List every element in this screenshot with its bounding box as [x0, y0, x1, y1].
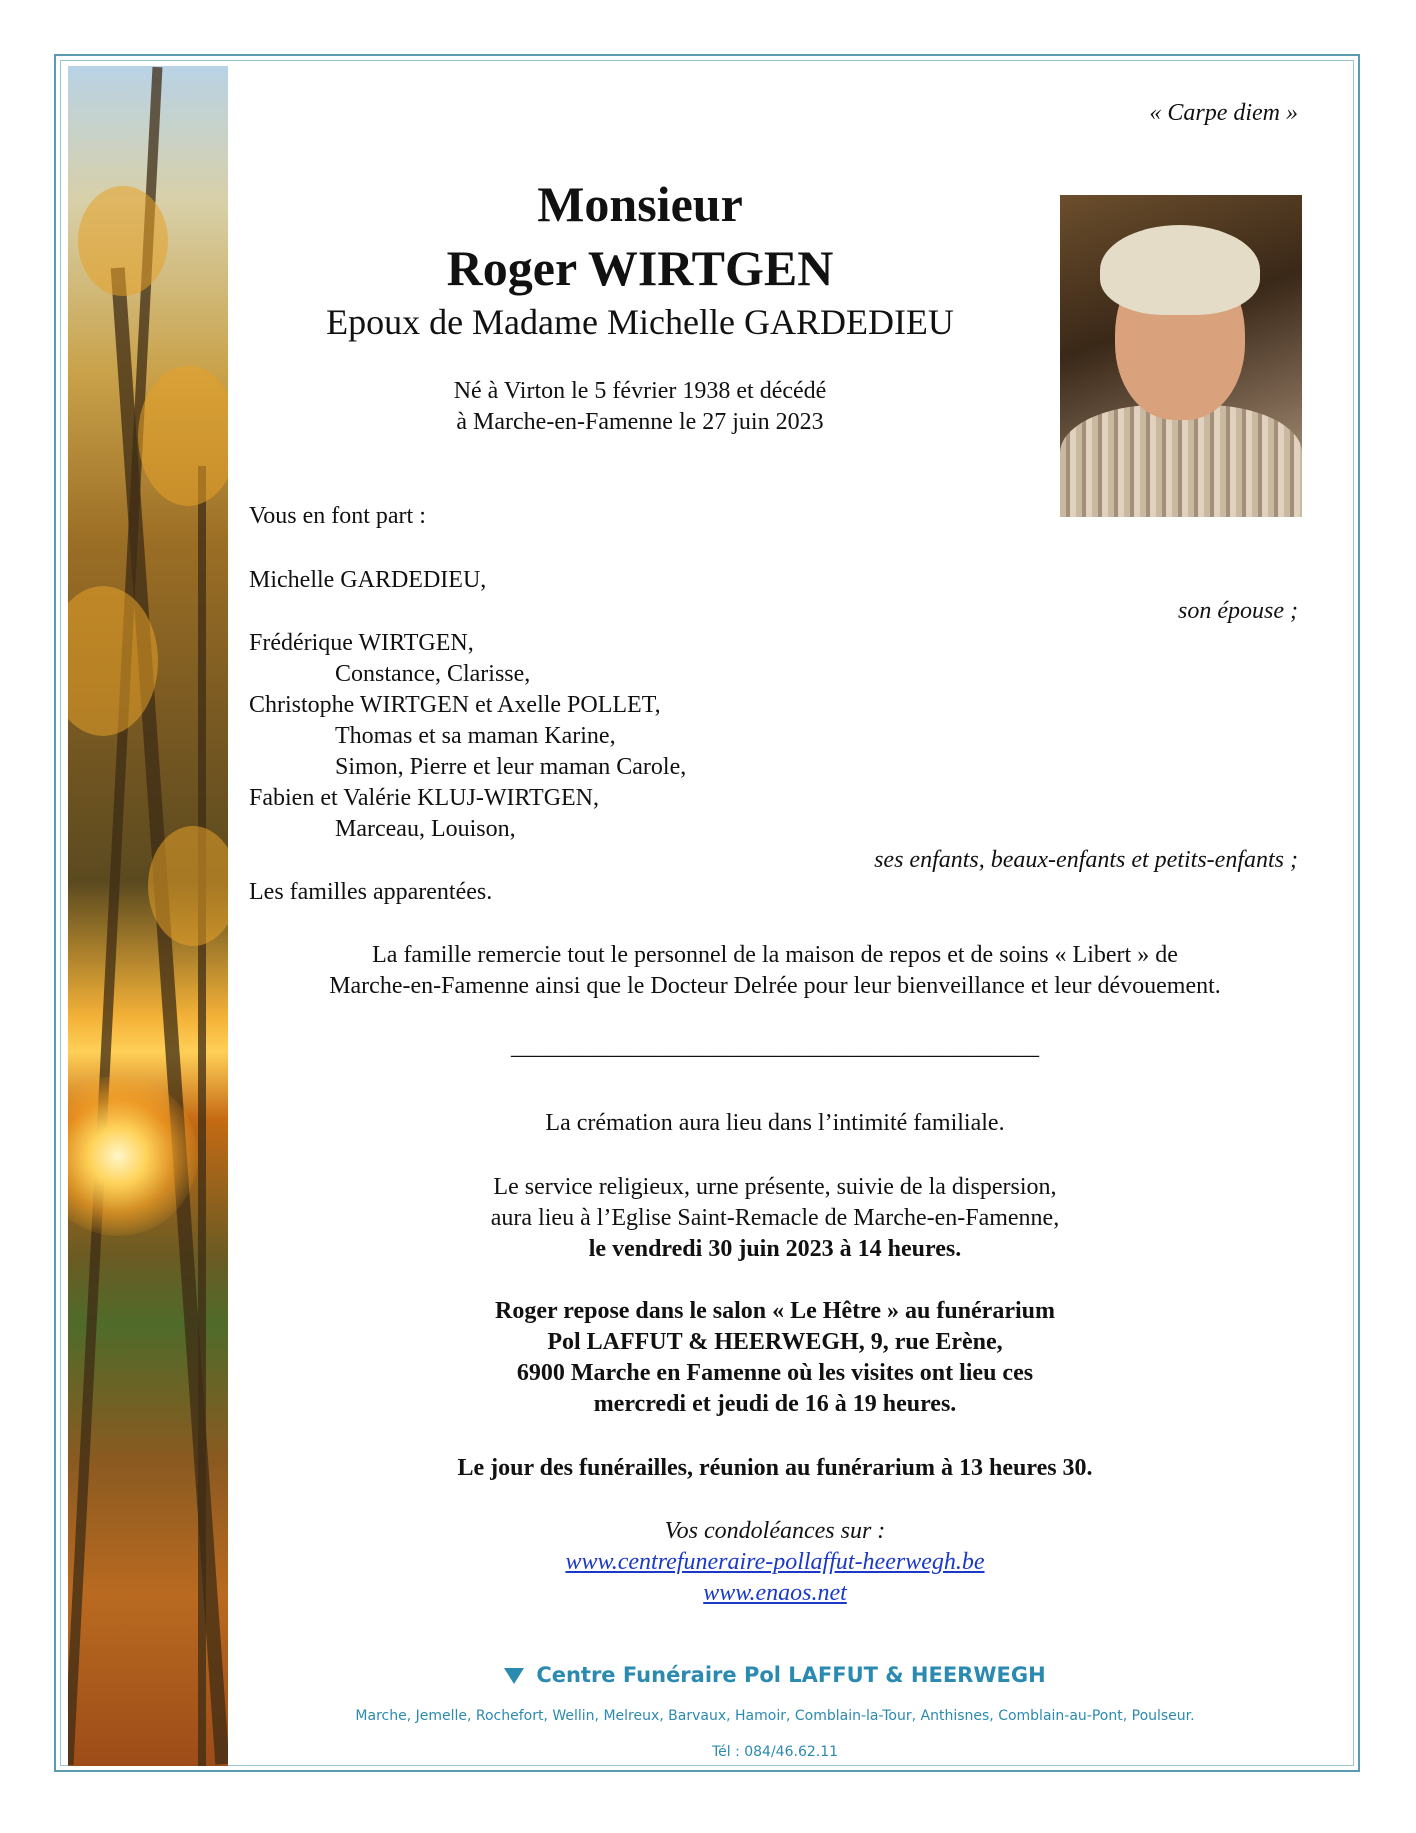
- deceased-name: Roger WIRTGEN: [446, 240, 834, 296]
- triangle-down-icon: [504, 1668, 524, 1684]
- thanks-line: La famille remercie tout le personnel de la maison de repos et de soins « Libert » de: [372, 942, 1178, 968]
- visitation-line: Pol LAFFUT & HEERWEGH, 9, rue Erène,: [547, 1329, 1003, 1355]
- spouse-role: son épouse ;: [1178, 598, 1298, 624]
- visitation-paragraph: [250, 1296, 1300, 1420]
- visitation-line: Roger repose dans le salon « Le Hêtre » au funérarium: [495, 1298, 1055, 1324]
- thanks-paragraph: [250, 940, 1300, 1002]
- spouse-line: Epoux de Madame Michelle GARDEDIEU: [326, 302, 954, 342]
- family-line: Constance, Clarisse,: [335, 661, 531, 687]
- family-line: Frédérique WIRTGEN,: [249, 630, 474, 656]
- funeral-home-name: [250, 1663, 1300, 1687]
- funeral-home-phone: Tél : 084/46.62.11: [711, 1744, 839, 1760]
- enaos-link[interactable]: www.enaos.net: [703, 1580, 847, 1606]
- announce-intro: Vous en font part :: [249, 503, 426, 529]
- family-line: Simon, Pierre et leur maman Carole,: [335, 754, 687, 780]
- birth-death-info: [240, 376, 1040, 438]
- death-line: à Marche-en-Famenne le 27 juin 2023: [456, 409, 824, 435]
- autumn-forest-image: [68, 66, 228, 1766]
- family-line: Thomas et sa maman Karine,: [335, 723, 616, 749]
- thanks-line: Marche-en-Famenne ainsi que le Docteur Delrée pour leur bienveillance et leur dévouement.: [329, 973, 1221, 999]
- honorific-title: Monsieur: [537, 176, 743, 232]
- family-line: Fabien et Valérie KLUJ-WIRTGEN,: [249, 785, 600, 811]
- portrait-photo: [1060, 195, 1302, 517]
- condolences-block: [250, 1516, 1300, 1609]
- children-role: ses enfants, beaux-enfants et petits-enfants ;: [874, 847, 1298, 873]
- cremation-line: La crémation aura lieu dans l’intimité familiale.: [545, 1110, 1005, 1136]
- epigraph-quote: « Carpe diem »: [1149, 100, 1298, 126]
- funeral-home-link[interactable]: www.centrefuneraire-pollaffut-heerwegh.be: [565, 1549, 985, 1575]
- family-line: Christophe WIRTGEN et Axelle POLLET,: [249, 692, 661, 718]
- visitation-line: 6900 Marche en Famenne où les visites ont lieu ces: [516, 1360, 1034, 1386]
- meeting-line: Le jour des funérailles, réunion au funérarium à 13 heures 30.: [457, 1455, 1093, 1481]
- service-paragraph: [250, 1172, 1300, 1265]
- condolences-label: Vos condoléances sur :: [664, 1518, 886, 1544]
- visitation-line: mercredi et jeudi de 16 à 19 heures.: [593, 1391, 957, 1417]
- birth-line: Né à Virton le 5 février 1938 et décédé: [453, 378, 827, 404]
- spouse-name: Michelle GARDEDIEU,: [249, 567, 487, 593]
- service-line: aura lieu à l’Eglise Saint-Remacle de Marche-en-Famenne,: [490, 1205, 1060, 1231]
- separator-line: ____________________________________________: [511, 1034, 1039, 1060]
- relatives-line: Les familles apparentées.: [249, 879, 493, 905]
- service-date: le vendredi 30 juin 2023 à 14 heures.: [588, 1236, 962, 1262]
- family-line: Marceau, Louison,: [335, 816, 516, 842]
- funeral-home-towns: Marche, Jemelle, Rochefort, Wellin, Melreux, Barvaux, Hamoir, Comblain-la-Tour, Anthisnes, Comblain-au-Pont, Poulseur.: [355, 1708, 1195, 1724]
- company-label: Centre Funéraire Pol LAFFUT & HEERWEGH: [536, 1663, 1046, 1687]
- service-line: Le service religieux, urne présente, suivie de la dispersion,: [493, 1174, 1057, 1200]
